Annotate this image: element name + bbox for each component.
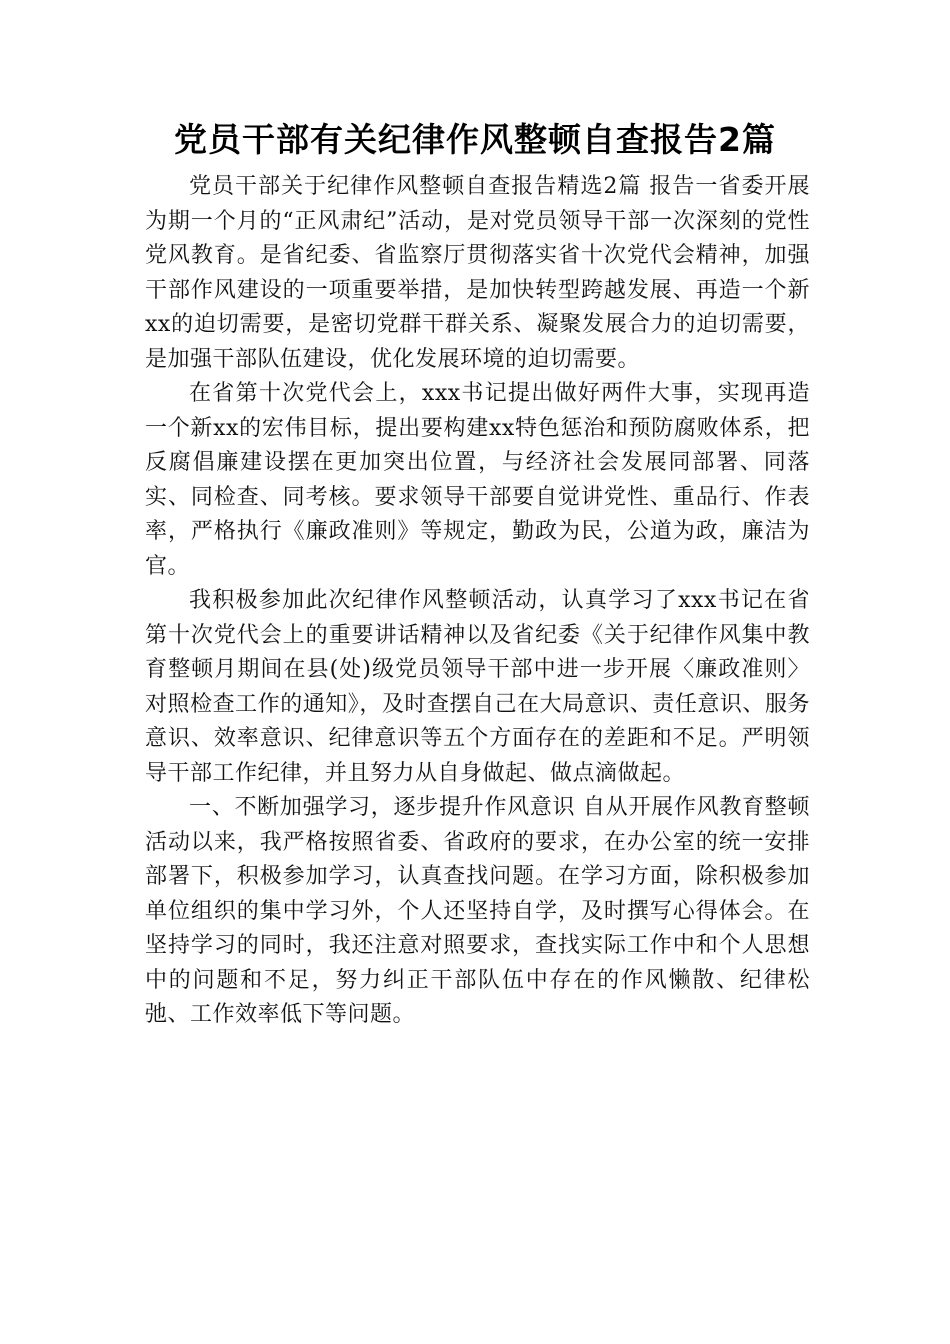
document-title: 党员干部有关纪律作风整顿自查报告2篇 (174, 120, 776, 159)
paragraph-1: 党员干部关于纪律作风整顿自查报告精选2篇 报告一省委开展为期一个月的“正风肃纪”活动，是对党员领导干部一次深刻的党性党风教育。是省纪委、省监察厅贯彻落实省十次党代会精神，加强干部作风建设的一项重要举措，是加快转型跨越发展、再造一个新xx的迫切需要，是密切党群干群关系、凝聚发展合力的迫切需要，是加强干部队伍建设，优化发展环境的迫切需要。 (145, 174, 810, 372)
document-body (145, 170, 810, 1033)
paragraph-4: 一、不断加强学习，逐步提升作风意识 自从开展作风教育整顿活动以来，我严格按照省委、省政府的要求，在办公室的统一安排部署下，积极参加学习，认真查找问题。在学习方面，除积极参加单位组织的集中学习外，个人还坚持自学，及时撰写心得体会。在坚持学习的同时，我还注意对照要求，查找实际工作中和个人思想中的问题和不足，努力纠正干部队伍中存在的作风懒散、纪律松弛、工作效率低下等问题。 (145, 795, 810, 1027)
paragraph-2: 在省第十次党代会上，xxx书记提出做好两件大事，实现再造一个新xx的宏伟目标，提出要构建xx特色惩治和预防腐败体系，把反腐倡廉建设摆在更加突出位置，与经济社会发展同部署、同落实、同检查、同考核。要求领导干部要自觉讲党性、重品行、作表率，严格执行《廉政准则》等规定，勤政为民，公道为政，廉洁为官。 (145, 381, 810, 579)
paragraph-3: 我积极参加此次纪律作风整顿活动，认真学习了xxx书记在省第十次党代会上的重要讲话精神以及省纪委《关于纪律作风集中教育整顿月期间在县(处)级党员领导干部中进一步开展〈廉政准则〉对照检查工作的通知》，及时查摆自己在大局意识、责任意识、服务意识、效率意识、纪律意识等五个方面存在的差距和不足。严明领导干部工作纪律，并且努力从自身做起、做点滴做起。 (145, 588, 810, 786)
